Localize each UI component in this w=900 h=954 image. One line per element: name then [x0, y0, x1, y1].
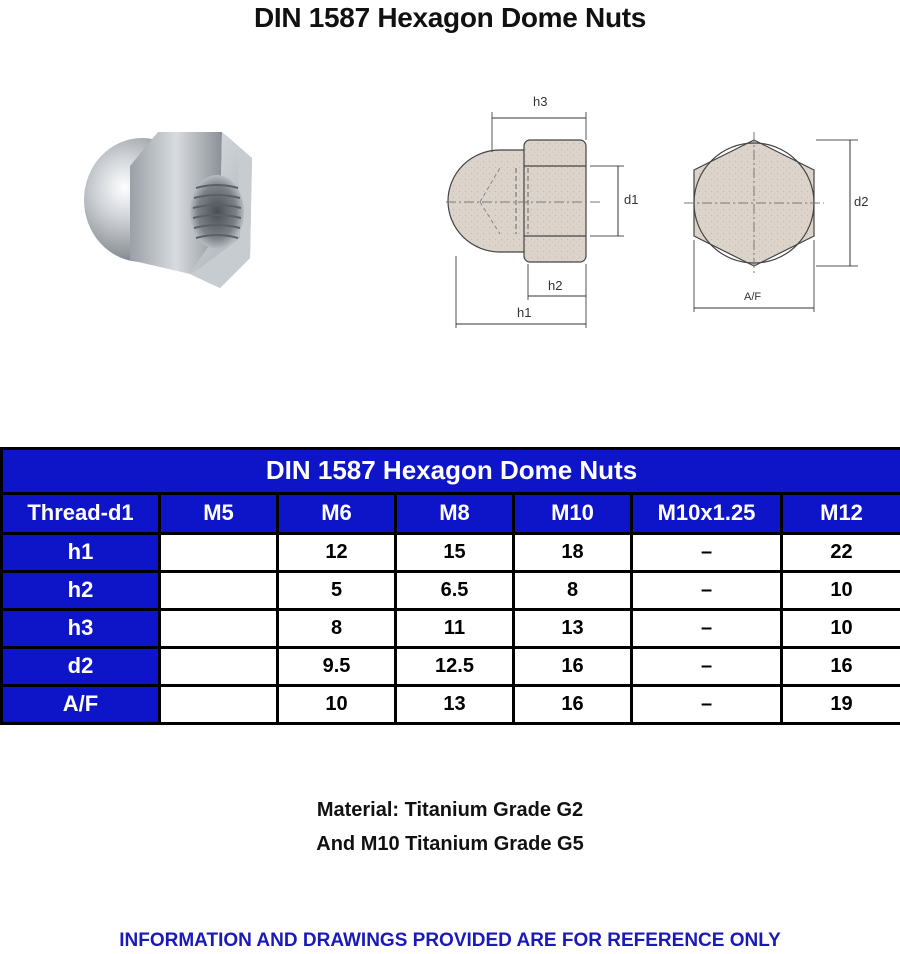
table-row: [2, 571, 900, 609]
table-row: [2, 647, 900, 685]
label-h2: h2: [548, 278, 563, 293]
table-cell: 22: [782, 533, 900, 571]
header-m10x1-25: M10x1.25: [632, 493, 782, 533]
row-label-d2: d2: [2, 647, 160, 685]
table-cell: [160, 609, 278, 647]
table-cell: 9.5: [278, 647, 396, 685]
label-h1: h1: [517, 305, 532, 320]
table-cell: 15: [396, 533, 514, 571]
material-line-1: Material: Titanium Grade G2: [316, 799, 584, 821]
material-line-2: And M10 Titanium Grade G5: [316, 833, 584, 855]
page-title: DIN 1587 Hexagon Dome Nuts: [253, 2, 647, 33]
table-cell: 5: [278, 571, 396, 609]
label-h3: h3: [533, 94, 548, 109]
table-cell: 13: [514, 609, 632, 647]
table-row: [2, 533, 900, 571]
table-cell: –: [632, 571, 782, 609]
table-cell: [160, 647, 278, 685]
table-cell: 10: [782, 571, 900, 609]
table-cell: [160, 685, 278, 723]
header-m6: M6: [278, 493, 396, 533]
header-m10: M10: [514, 493, 632, 533]
table-cell: [160, 571, 278, 609]
table-caption-row: [2, 449, 900, 494]
label-d2: d2: [854, 194, 869, 209]
table-cell: 6.5: [396, 571, 514, 609]
table-cell: 16: [514, 685, 632, 723]
row-label-h1: h1: [2, 533, 160, 571]
header-m5: M5: [160, 493, 278, 533]
table-header-row: [2, 493, 900, 533]
header-m8: M8: [396, 493, 514, 533]
table-row: [2, 685, 900, 723]
label-d1: d1: [624, 192, 639, 207]
table-cell: 13: [396, 685, 514, 723]
row-label-h2: h2: [2, 571, 160, 609]
table-cell: –: [632, 685, 782, 723]
table-cell: –: [632, 533, 782, 571]
material-note: [0, 793, 900, 861]
table-row: [2, 609, 900, 647]
table-cell: –: [632, 609, 782, 647]
table-caption: DIN 1587 Hexagon Dome Nuts: [2, 449, 900, 494]
table-cell: 8: [514, 571, 632, 609]
dome-nut-photo: [80, 118, 280, 298]
label-af: A/F: [744, 291, 762, 303]
table-cell: 12.5: [396, 647, 514, 685]
spec-table: [0, 447, 900, 725]
table-cell: 10: [782, 609, 900, 647]
table-cell: [160, 533, 278, 571]
table-cell: 10: [278, 685, 396, 723]
header-thread: Thread-d1: [2, 493, 160, 533]
table-cell: 8: [278, 609, 396, 647]
table-cell: 16: [782, 647, 900, 685]
row-label-h3: h3: [2, 609, 160, 647]
reference-disclaimer: INFORMATION AND DRAWINGS PROVIDED ARE FOR REFERENCE ONLY: [119, 930, 781, 951]
table-cell: –: [632, 647, 782, 685]
header-m12: M12: [782, 493, 900, 533]
table-cell: 11: [396, 609, 514, 647]
table-cell: 12: [278, 533, 396, 571]
table-cell: 18: [514, 533, 632, 571]
table-cell: 19: [782, 685, 900, 723]
row-label-af: A/F: [2, 685, 160, 723]
table-cell: 16: [514, 647, 632, 685]
dome-nut-technical-drawing: [440, 88, 880, 338]
